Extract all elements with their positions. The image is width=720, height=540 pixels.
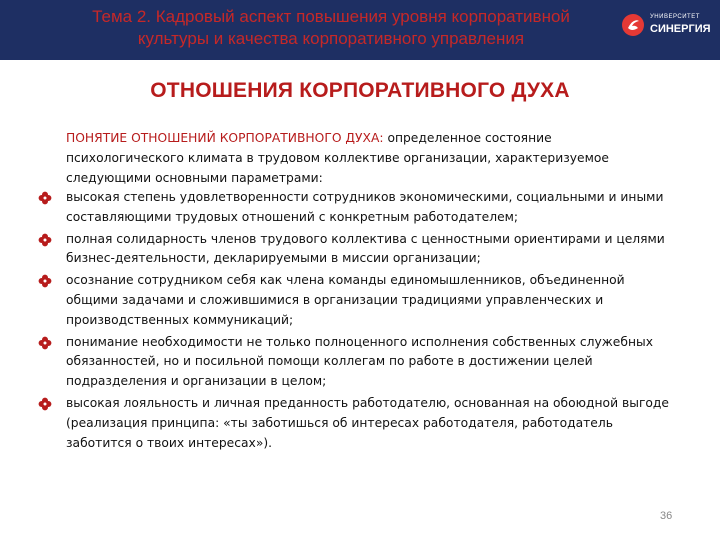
- logo-name: СИНЕРГИЯ: [650, 23, 711, 35]
- page-number: 36: [660, 510, 673, 522]
- diamond-clover-bullet-icon: [38, 336, 52, 350]
- slide-title: ОТНОШЕНИЯ КОРПОРАТИВНОГО ДУХА: [150, 79, 570, 102]
- list-item: [38, 188, 678, 228]
- diamond-clover-bullet-icon: [38, 397, 52, 411]
- intro-text: определенное состояние психологического климата в трудовом коллективе организации, характеризуемое следующими основными параметрами:: [66, 131, 609, 185]
- university-logo: [620, 12, 716, 48]
- list-item: [38, 394, 678, 453]
- list-item: [38, 230, 678, 270]
- intro-paragraph: [66, 128, 671, 188]
- header-title-line-1: Тема 2. Кадровый аспект повышения уровня корпоративной: [92, 7, 570, 26]
- diamond-clover-bullet-icon: [38, 191, 52, 205]
- list-item: [38, 333, 678, 392]
- header-title: [36, 6, 626, 50]
- diamond-clover-bullet-icon: [38, 274, 52, 288]
- logo-caption: УНИВЕРСИТЕТ: [650, 14, 700, 20]
- bullet-list: [38, 188, 678, 455]
- header-bar: [0, 0, 720, 60]
- bullet-text: высокая степень удовлетворенности сотрудников экономическими, социальными и иными составляющими трудовых отношений с конкретным работодателем;: [66, 190, 664, 224]
- diamond-clover-bullet-icon: [38, 233, 52, 247]
- bullet-text: понимание необходимости не только полноценного исполнения собственных служебных обязанностей, но и посильной помощи коллегам по работе в достижении целей подразделения и организации в целом;: [66, 334, 653, 389]
- bullet-text: высокая лояльность и личная преданность работодателю, основанная на обоюдной выгоде (реализация принципа: «ты заботишься об интересах работодателя, работодатель заботится о твоих интересах»).: [66, 395, 669, 450]
- header-title-line-2: культуры и качества корпоративного управления: [137, 29, 525, 48]
- list-item: [38, 271, 678, 330]
- bullet-text: полная солидарность членов трудового коллектива с ценностными ориентирами и целями бизнес-деятельности, декларируемыми в миссии организации;: [66, 231, 665, 266]
- bullet-text: осознание сотрудником себя как члена команды единомышленников, объединенной общими задачами и сложившимися в организации традициями управленческих и производственных коммуникаций;: [66, 273, 625, 327]
- intro-label: ПОНЯТИЕ ОТНОШЕНИЙ КОРПОРАТИВНОГО ДУХА:: [66, 131, 384, 145]
- synergy-swoosh-icon: [622, 14, 644, 36]
